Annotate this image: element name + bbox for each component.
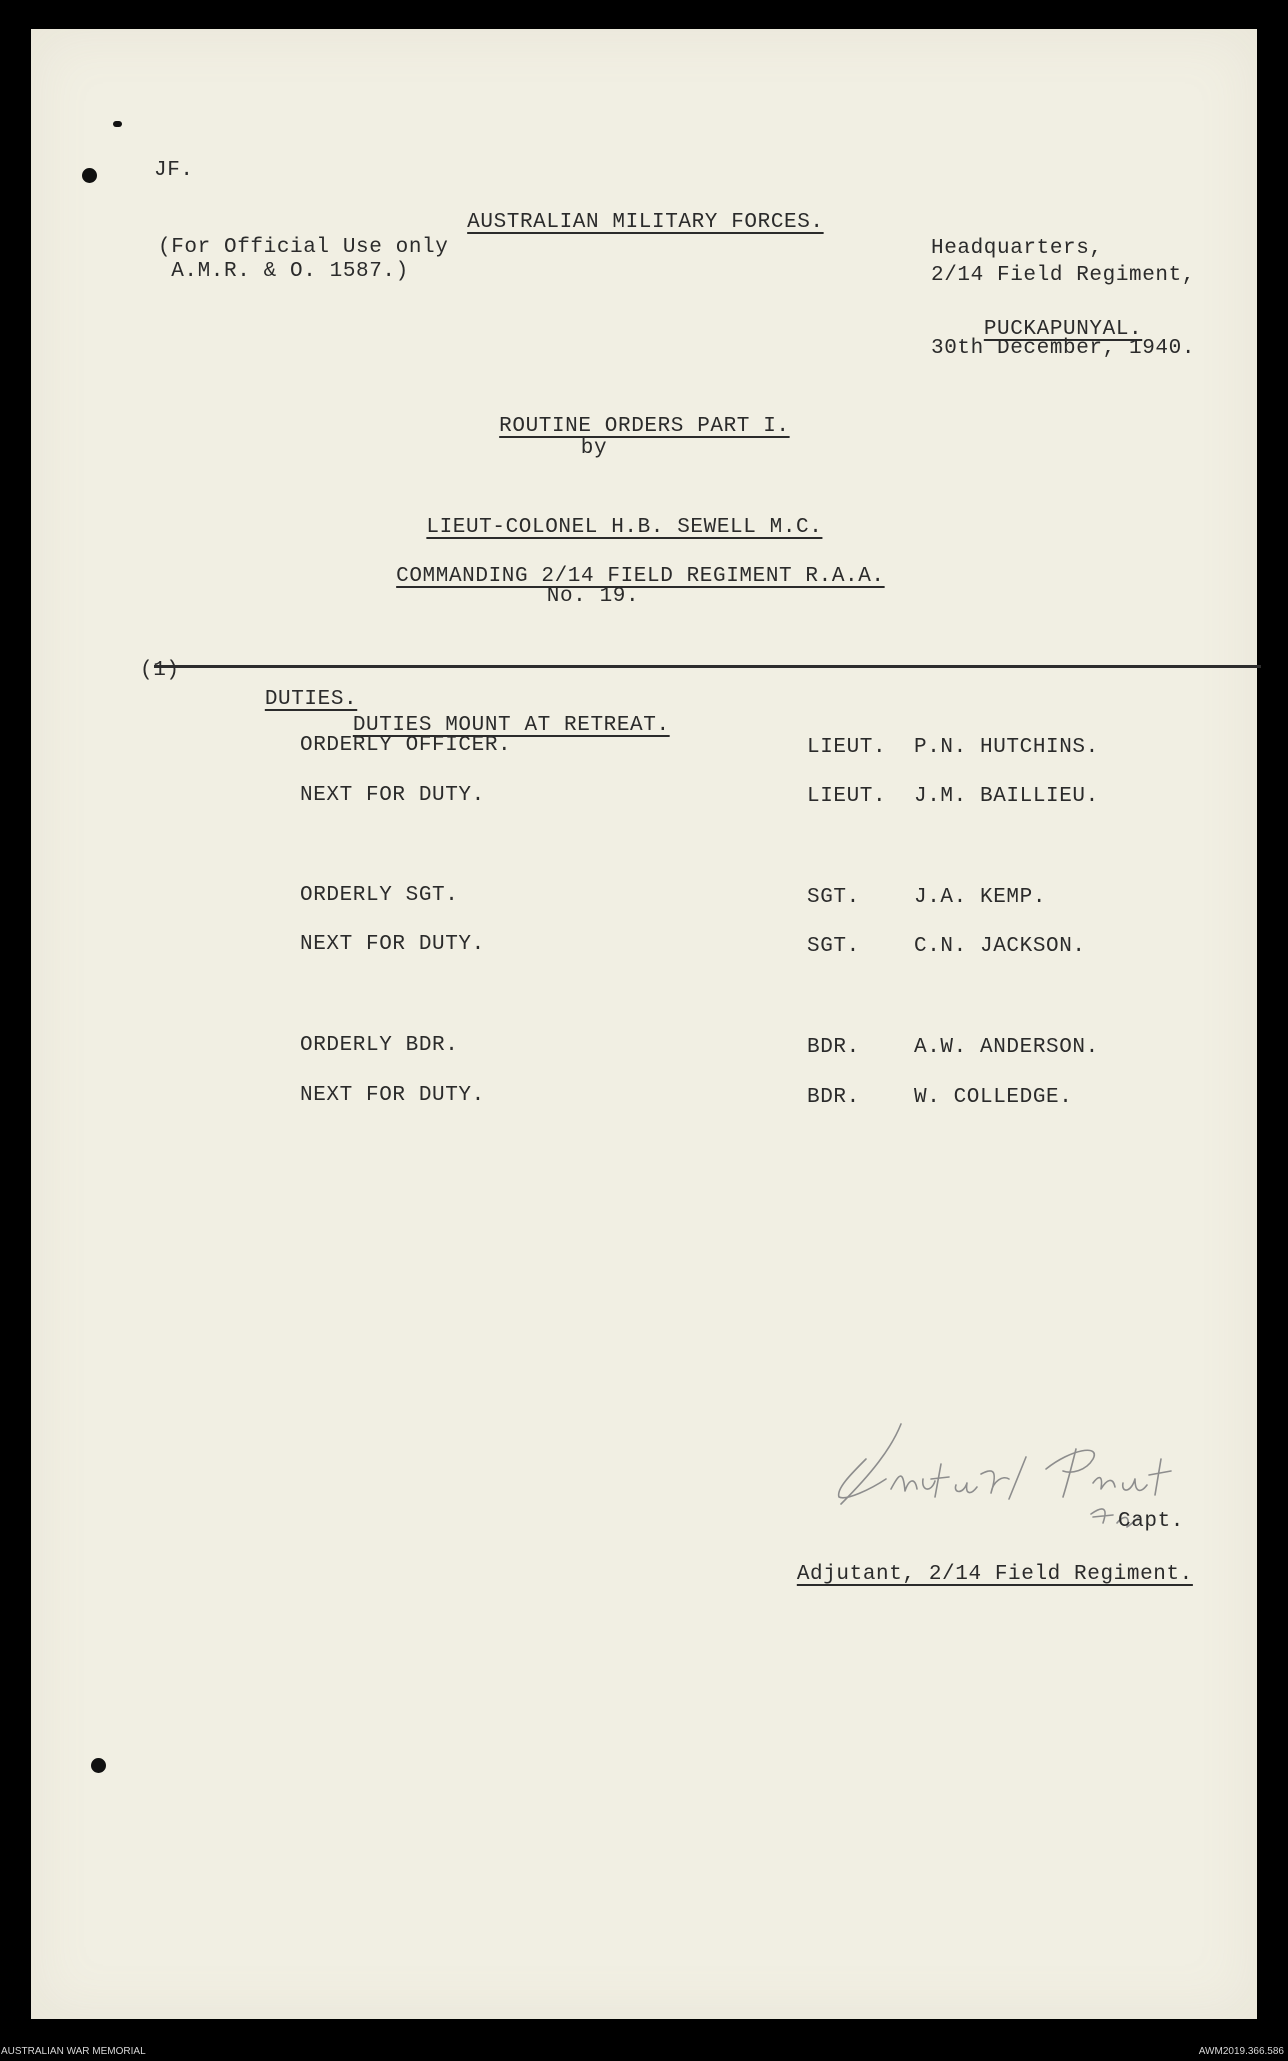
duty-rank: BDR. <box>807 1036 860 1059</box>
commander-name: LIEUT-COLONEL H.B. SEWELL M.C. <box>426 516 823 539</box>
document-heading: AUSTRALIAN MILITARY FORCES. <box>467 211 824 234</box>
footer-accession-number: AWM2019.366.586 <box>1198 2046 1284 2057</box>
initials: JF. <box>154 159 194 182</box>
signoff-rank: Capt. <box>1118 1510 1185 1533</box>
classification-line-2: A.M.R. & O. 1587.) <box>158 260 409 283</box>
duty-role: ORDERLY OFFICER. <box>300 734 512 757</box>
order-number: No. 19. <box>546 585 640 608</box>
section-title: DUTIES. <box>264 688 358 711</box>
duty-name: A.W. ANDERSON. <box>914 1036 1099 1059</box>
duty-rank: LIEUT. <box>807 785 887 808</box>
section-subtitle: DUTIES MOUNT AT RETREAT. <box>352 714 670 737</box>
by-line: by <box>580 437 608 460</box>
duty-name: P.N. HUTCHINS. <box>914 736 1099 759</box>
duty-role: NEXT FOR DUTY. <box>300 784 485 807</box>
footer-institution: AUSTRALIAN WAR MEMORIAL <box>1 2046 146 2057</box>
duty-rank: SGT. <box>807 935 860 958</box>
duty-name: J.M. BAILLIEU. <box>914 785 1099 808</box>
duty-role: ORDERLY SGT. <box>300 884 459 907</box>
orders-title: ROUTINE ORDERS PART I. <box>499 415 790 438</box>
duty-rank: LIEUT. <box>807 736 887 759</box>
duty-role: NEXT FOR DUTY. <box>300 933 485 956</box>
signoff-title: Adjutant, 2/14 Field Regiment. <box>796 1563 1193 1586</box>
command-line: COMMANDING 2/14 FIELD REGIMENT R.A.A. <box>396 565 885 588</box>
classification-line-1: (For Official Use only <box>158 236 449 259</box>
duty-name: W. COLLEDGE. <box>914 1086 1073 1109</box>
duty-role: ORDERLY BDR. <box>300 1034 459 1057</box>
duty-rank: BDR. <box>807 1086 860 1109</box>
document-page <box>31 29 1257 2019</box>
section-number: (1) <box>140 659 180 682</box>
punch-hole-mark <box>113 121 122 127</box>
duty-role: NEXT FOR DUTY. <box>300 1084 485 1107</box>
document-date: 30th December, 1940. <box>931 337 1196 360</box>
duty-name: J.A. KEMP. <box>914 886 1047 909</box>
duty-name: C.N. JACKSON. <box>914 935 1086 958</box>
punch-hole <box>91 1758 106 1773</box>
hq-line-1: Headquarters, <box>931 237 1103 260</box>
duty-rank: SGT. <box>807 886 860 909</box>
hq-line-3: PUCKAPUNYAL. <box>983 318 1143 341</box>
hq-line-2: 2/14 Field Regiment, <box>931 264 1196 287</box>
